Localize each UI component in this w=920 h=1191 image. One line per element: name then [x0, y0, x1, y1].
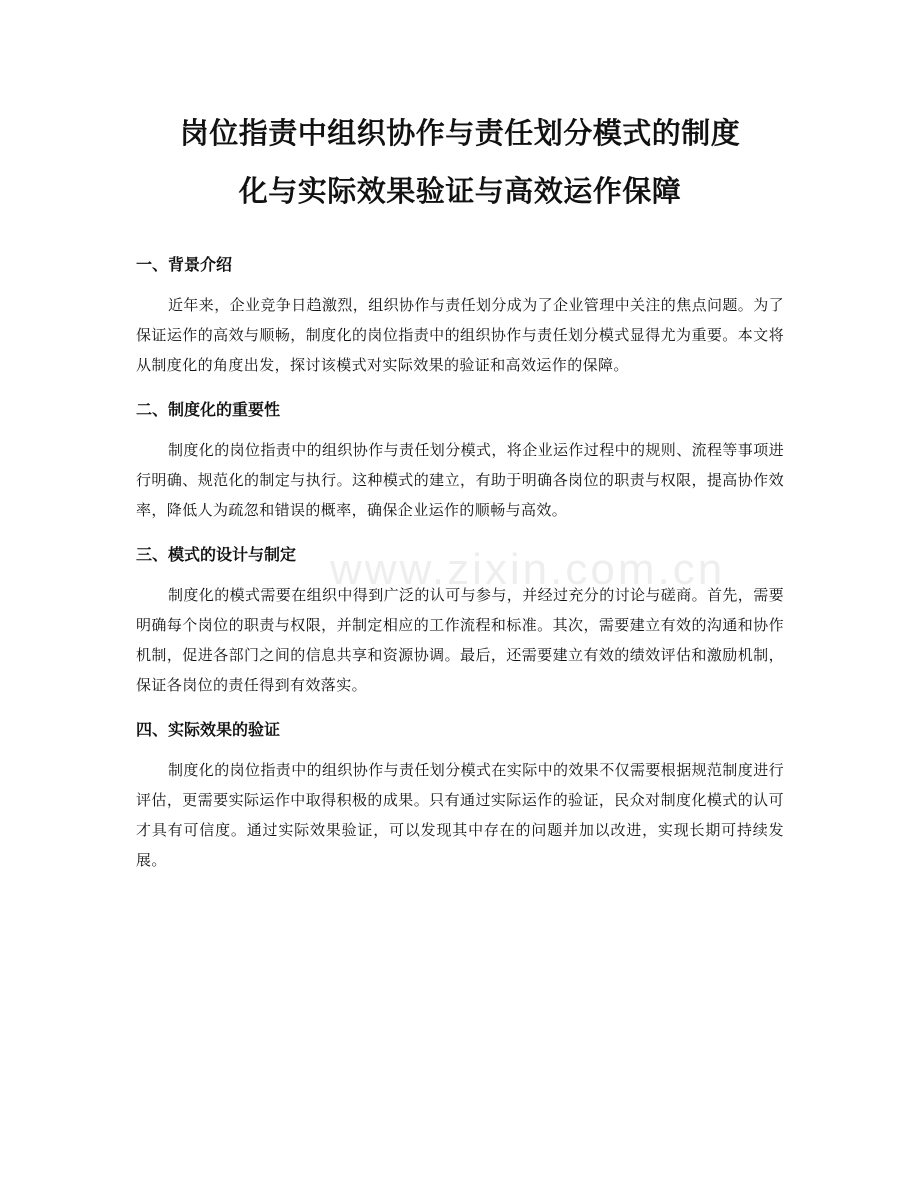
- section-paragraph: 制度化的岗位指责中的组织协作与责任划分模式，将企业运作过程中的规则、流程等事项进行明确、规范化的制定与执行。这种模式的建立，有助于明确各岗位的职责与权限，提高协作效率，降低人为疏忽和错误的概率，确保企业运作的顺畅与高效。: [136, 441, 785, 519]
- section-verification: [136, 715, 784, 875]
- section-heading: 二、制度化的重要性: [136, 400, 281, 419]
- section-heading: 一、背景介绍: [136, 255, 233, 274]
- section-background: [136, 250, 784, 380]
- section-paragraph: 制度化的岗位指责中的组织协作与责任划分模式在实际中的效果不仅需要根据规范制度进行评估，更需要实际运作中取得积极的成果。只有通过实际运作的验证，民众对制度化模式的认可才具有可信度。通过实际效果验证，可以发现其中存在的问题并加以改进，实现长期可持续发展。: [136, 761, 785, 869]
- document-title: [120, 104, 800, 220]
- section-heading: 三、模式的设计与制定: [136, 545, 297, 564]
- title-line-2: 化与实际效果验证与高效运作保障: [238, 174, 682, 208]
- document-body: [136, 250, 784, 890]
- section-design: [136, 540, 784, 700]
- section-heading: 四、实际效果的验证: [136, 720, 281, 739]
- watermark: www.zixin.com.cn: [330, 545, 726, 594]
- title-line-1: 岗位指责中组织协作与责任划分模式的制度: [179, 116, 741, 150]
- section-paragraph: 近年来，企业竞争日趋激烈，组织协作与责任划分成为了企业管理中关注的焦点问题。为了保证运作的高效与顺畅，制度化的岗位指责中的组织协作与责任划分模式显得尤为重要。本文将从制度化的角度出发，探讨该模式对实际效果的验证和高效运作的保障。: [136, 296, 785, 374]
- section-importance: [136, 395, 784, 525]
- section-paragraph: 制度化的模式需要在组织中得到广泛的认可与参与，并经过充分的讨论与磋商。首先，需要明确每个岗位的职责与权限，并制定相应的工作流程和标准。其次，需要建立有效的沟通和协作机制，促进各部门之间的信息共享和资源协调。最后，还需要建立有效的绩效评估和激励机制，保证各岗位的责任得到有效落实。: [136, 586, 785, 694]
